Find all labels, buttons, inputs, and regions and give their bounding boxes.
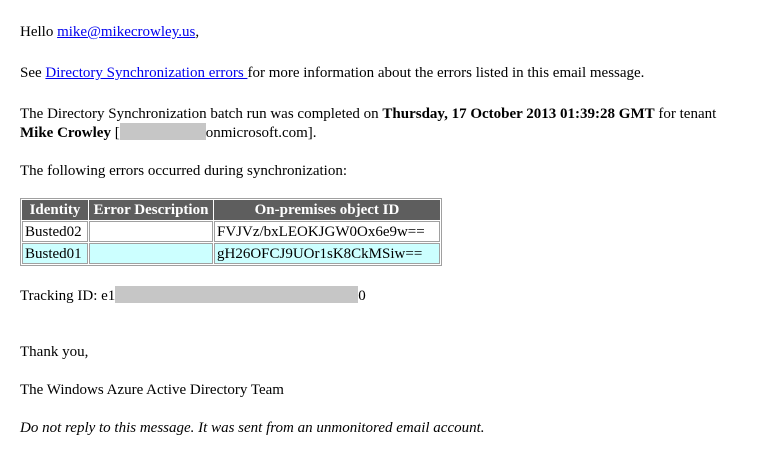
- batch-mid: for tenant: [654, 106, 717, 122]
- header-error-description: Error Description: [89, 200, 213, 220]
- table-row: [22, 221, 440, 242]
- greeting-prefix: Hello: [20, 24, 58, 40]
- header-object-id: On-premises object ID: [214, 200, 440, 220]
- header-identity: Identity: [22, 200, 88, 220]
- directory-sync-errors-link[interactable]: Directory Synchronization errors: [45, 65, 248, 81]
- tenant-domain-suffix: onmicrosoft.com].: [205, 125, 317, 141]
- signature-team: The Windows Azure Active Directory Team: [20, 382, 284, 398]
- batch-run-paragraph: [20, 105, 768, 142]
- no-reply-notice: Do not reply to this message. It was sent from an unmonitored email account.: [20, 420, 485, 436]
- recipient-email-link[interactable]: mike@mikecrowley.us: [57, 24, 196, 40]
- table-row: [22, 243, 440, 264]
- tenant-open-bracket: [: [110, 125, 120, 141]
- tenant-domain-redaction: [120, 123, 206, 140]
- batch-datetime: Thursday, 17 October 2013 01:39:28 GMT: [382, 106, 655, 122]
- tracking-id-line: [20, 286, 768, 305]
- cell-object-id: gH26OFCJ9UOr1sK8CkMSiw==: [214, 243, 440, 264]
- see-errors-line: [20, 64, 768, 82]
- tracking-end: 0: [358, 288, 366, 304]
- tracking-id-redaction: [115, 286, 358, 303]
- cell-identity: Busted02: [22, 221, 88, 242]
- greeting-suffix: ,: [195, 24, 200, 40]
- sync-errors-table: [20, 198, 442, 266]
- tracking-label: Tracking ID: e1: [20, 288, 116, 304]
- cell-error-description: [89, 243, 213, 264]
- cell-identity: Busted01: [22, 243, 88, 264]
- table-header-row: [22, 200, 440, 220]
- cell-error-description: [89, 221, 213, 242]
- see-suffix: for more information about the errors listed in this email message.: [247, 65, 645, 81]
- tenant-name: Mike Crowley: [20, 125, 111, 141]
- greeting-line: [20, 0, 768, 41]
- batch-prefix: The Directory Synchronization batch run was completed on: [20, 106, 383, 122]
- thanks-line: Thank you,: [20, 344, 89, 360]
- see-prefix: See: [20, 65, 46, 81]
- errors-intro: The following errors occurred during synchronization:: [20, 163, 347, 179]
- cell-object-id: FVJVz/bxLEOKJGW0Ox6e9w==: [214, 221, 440, 242]
